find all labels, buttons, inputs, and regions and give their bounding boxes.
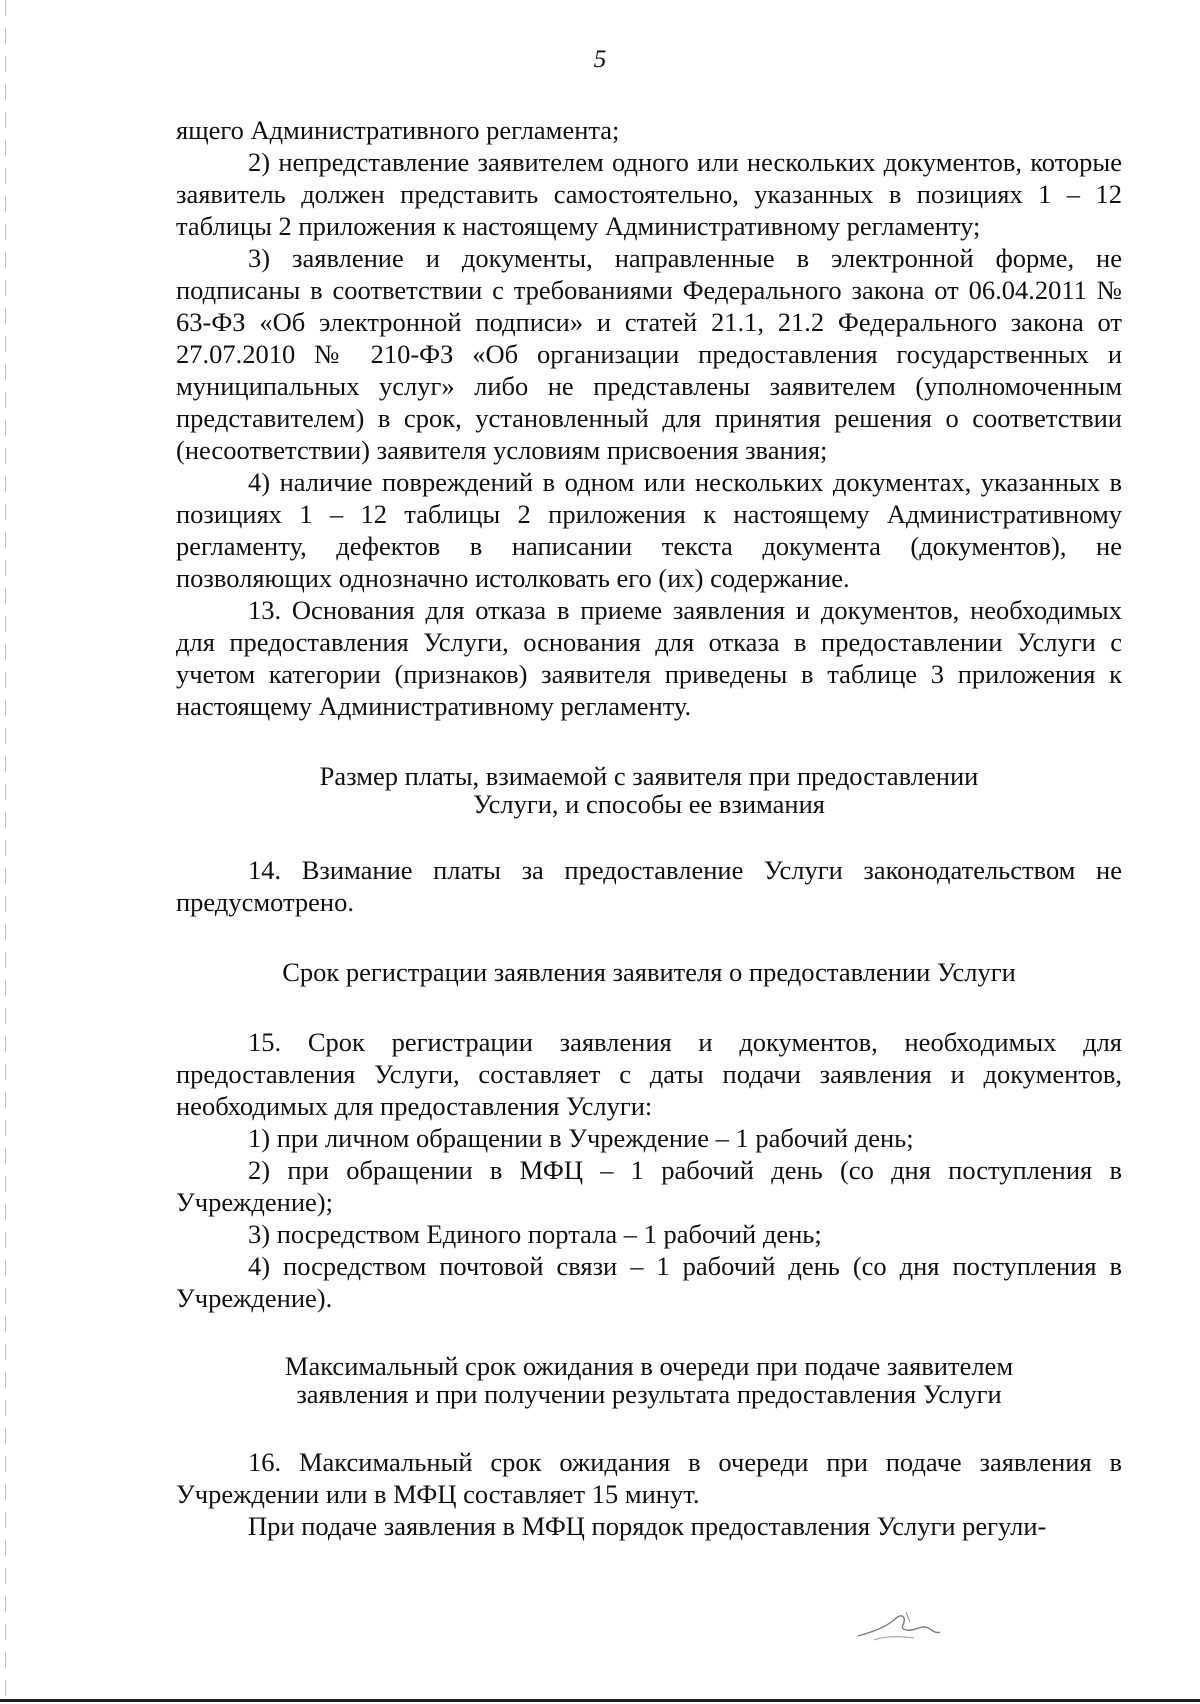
clause-14: 14. Взимание платы за предоставление Услуги законодательством не предусмотрено. <box>176 855 1122 917</box>
list-item-2: 2) непредставление заявителем одного или нескольких документов, которые заявитель должен представить самостоятельно, указанных в позициях 1 – 12 таблицы 2 приложения к настоящему Административному регламенту; <box>176 147 1122 241</box>
spacer <box>176 1314 1122 1352</box>
clause-15-item-3: 3) посредством Единого портала – 1 рабочий день; <box>248 1219 822 1249</box>
scan-edge-mark <box>5 0 6 1704</box>
bottom-border-line <box>0 1699 1200 1702</box>
page-number: 5 <box>593 46 607 73</box>
initials-scribble-icon <box>854 1606 944 1646</box>
document-body <box>176 114 1122 1542</box>
clause-16: 16. Максимальный срок ожидания в очереди при подаче заявления в Учреждении или в МФЦ составляет 15 минут. <box>176 1447 1122 1509</box>
spacer <box>176 988 1122 1026</box>
list-item-4: 4) наличие повреждений в одном или нескольких документах, указанных в позициях 1 – 12 таблицы 2 приложения к настоящему Административному регламенту, дефектов в написании текста документа (документов), не позволяющих однозначно истолковать его (их) содержание. <box>176 467 1122 593</box>
section-heading-fee-line1: Размер платы, взимаемой с заявителя при предоставлении <box>319 761 979 791</box>
section-heading-registration: Срок регистрации заявления заявителя о предоставлении Услуги <box>282 957 1016 987</box>
spacer <box>176 1408 1122 1446</box>
clause-15: 15. Срок регистрации заявления и документов, необходимых для предоставления Услуги, составляет с даты подачи заявления и документов, необходимых для предоставления Услуги: <box>176 1027 1122 1121</box>
clause-15-item-1: 1) при личном обращении в Учреждение – 1 рабочий день; <box>248 1123 914 1153</box>
section-heading-fee-line2: Услуги, и способы ее взимания <box>473 789 825 819</box>
section-heading-queue-line2: заявления и при получении результата предоставления Услуги <box>296 1379 1002 1409</box>
clause-15-item-2: 2) при обращении в МФЦ – 1 рабочий день (со дня поступления в Учреждение); <box>176 1155 1122 1217</box>
spacer <box>176 816 1122 854</box>
spacer <box>176 918 1122 956</box>
list-item-3: 3) заявление и документы, направленные в электронной форме, не подписаны в соответствии с требованиями Федерального закона от 06.04.2011 № 63-ФЗ «Об электронной подписи» и статей 21.1, 21.2 Федерального закона от 27.07.2010 № 210-ФЗ «Об организации предоставления государственных и муниципальных услуг» либо не представлены заявителем (уполномоченным представителем) в срок, установленный для принятия решения о соответствии (несоответствии) заявителя условиям присвоения звания; <box>176 243 1122 465</box>
paragraph-mfc: При подаче заявления в МФЦ порядок предоставления Услуги регули- <box>248 1511 1047 1541</box>
paragraph-continuation: ящего Административного регламента; <box>176 115 620 145</box>
section-heading-queue-line1: Максимальный срок ожидания в очереди при подаче заявителем <box>284 1351 1014 1381</box>
clause-13: 13. Основания для отказа в приеме заявления и документов, необходимых для предоставления Услуги, основания для отказа в предоставлении Услуги с учетом категории (признаков) заявителя приведены в таблице 3 приложения к настоящему Административному регламенту. <box>176 595 1122 721</box>
spacer <box>176 722 1122 760</box>
clause-15-item-4: 4) посредством почтовой связи – 1 рабочий день (со дня поступления в Учреждение). <box>176 1251 1122 1313</box>
